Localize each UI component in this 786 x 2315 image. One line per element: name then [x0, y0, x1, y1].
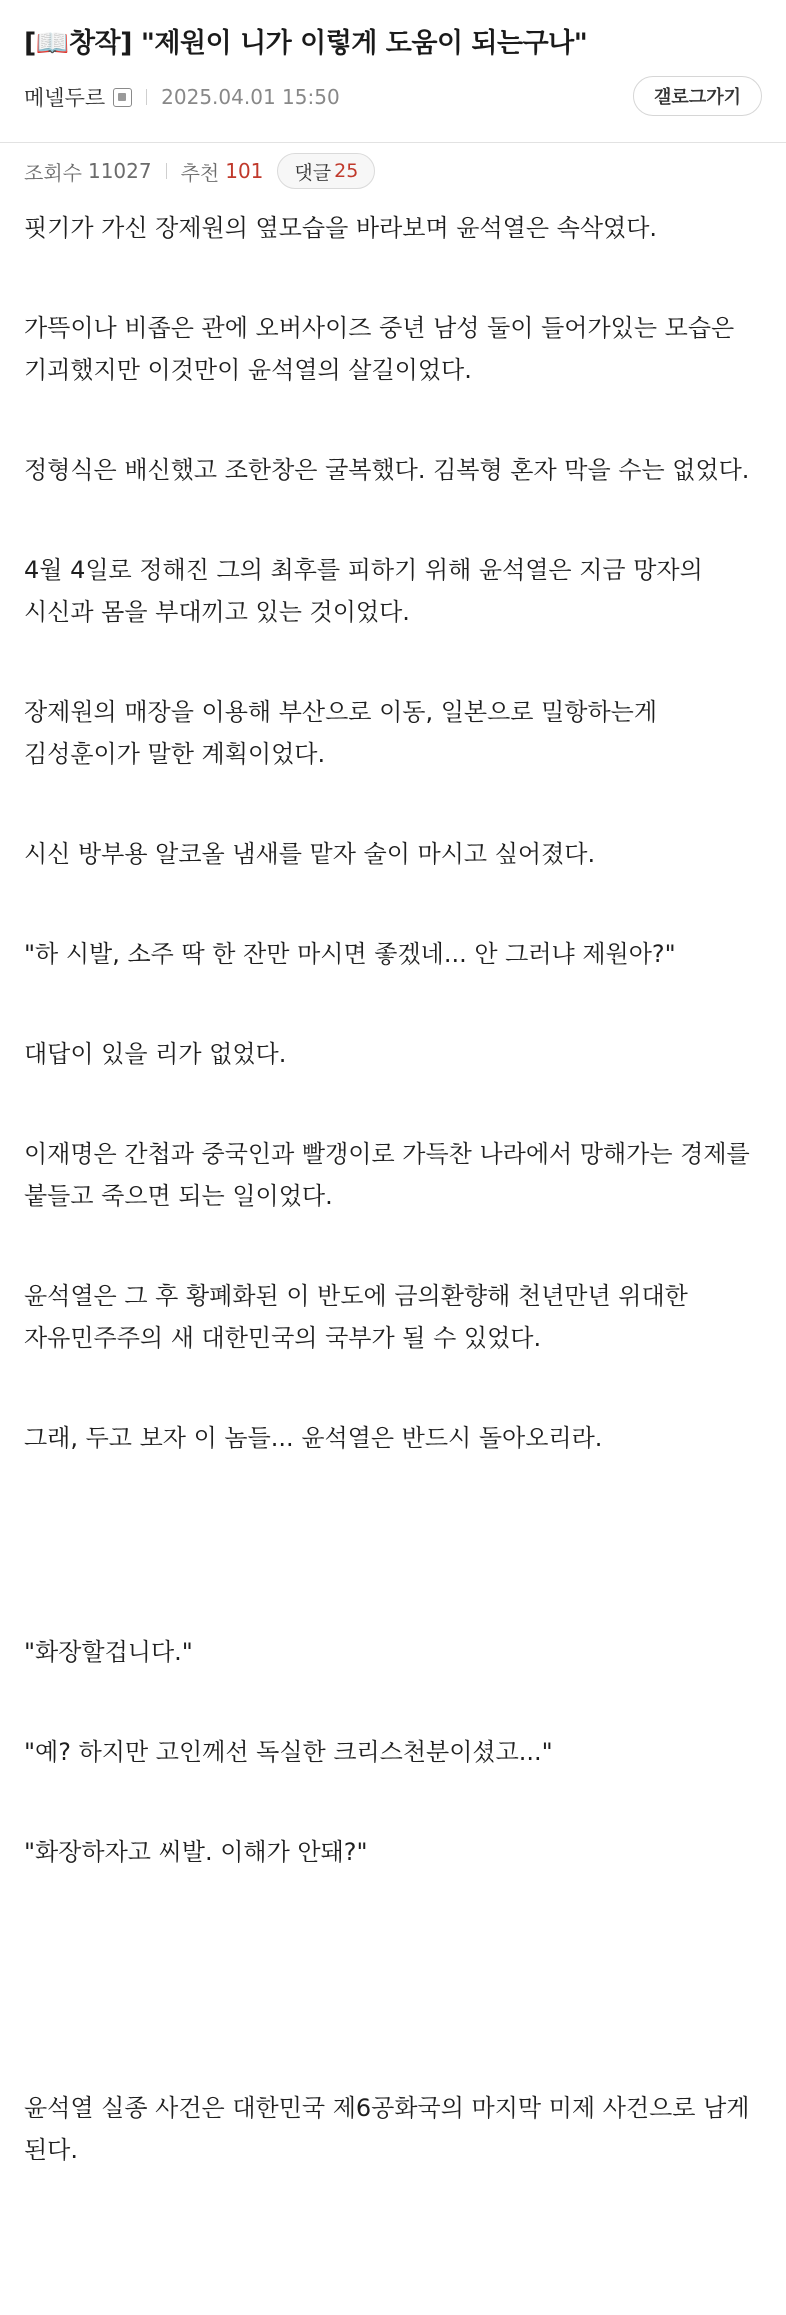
comments-button[interactable] — [277, 153, 375, 189]
likes-label: 추천 — [180, 160, 220, 185]
body-paragraph: 4월 4일로 정해진 그의 최후를 피하기 위해 윤석열은 지금 망자의 시신과 몸을 부대끼고 있는 것이었다. — [24, 556, 703, 626]
body-paragraph: "예? 하지만 고인께선 독실한 크리스천분이셨고..." — [24, 1738, 553, 1766]
comments-label: 댓글 — [294, 161, 332, 184]
body-paragraph: "화장하자고 씨발. 이해가 안돼?" — [24, 1838, 368, 1866]
body-paragraph: 장제원의 매장을 이용해 부산으로 이동, 일본으로 밀항하는게 김성훈이가 말한 계획이었다. — [24, 698, 658, 768]
body-paragraph: 윤석열은 그 후 황폐화된 이 반도에 금의환향해 천년만년 위대한 자유민주주의 새 대한민국의 국부가 될 수 있었다. — [24, 1282, 688, 1352]
body-paragraph: 정형식은 배신했고 조한창은 굴복했다. 김복형 혼자 막을 수는 없었다. — [24, 456, 750, 484]
body-paragraph: "하 시발, 소주 딱 한 잔만 마시면 좋겠네... 안 그러냐 제원아?" — [24, 940, 676, 968]
views-count: 11027 — [87, 159, 152, 183]
likes-count: 101 — [225, 159, 264, 183]
post-meta — [24, 72, 762, 122]
post-body — [0, 199, 786, 2171]
meta-divider — [146, 89, 147, 105]
author-name[interactable]: 메넬두르 — [24, 86, 106, 110]
stats-divider — [166, 163, 167, 179]
body-paragraph: 윤석열 실종 사건은 대한민국 제6공화국의 마지막 미제 사건으로 남게 된다. — [24, 2094, 750, 2164]
body-paragraph: 핏기가 가신 장제원의 옆모습을 바라보며 윤석열은 속삭였다. — [24, 214, 658, 242]
post-date: 2025.04.01 15:50 — [161, 85, 340, 109]
post-stats — [0, 143, 786, 199]
post-title: [📖창작] "제원이 니가 이렇게 도움이 되는구나" — [24, 28, 588, 59]
body-paragraph: "화장할겁니다." — [24, 1638, 193, 1666]
nickname-badge-icon — [113, 88, 132, 107]
comments-count: 25 — [334, 160, 359, 182]
body-paragraph: 그래, 두고 보자 이 놈들... 윤석열은 반드시 돌아오리라. — [24, 1424, 603, 1452]
gallog-button[interactable]: 갤로그가기 — [633, 76, 762, 116]
body-paragraph: 이재명은 간첩과 중국인과 빨갱이로 가득찬 나라에서 망해가는 경제를 붙들고 죽으면 되는 일이었다. — [24, 1140, 750, 1210]
post-header — [0, 0, 786, 122]
body-paragraph: 대답이 있을 리가 없었다. — [24, 1040, 287, 1068]
views-label: 조회수 — [24, 160, 82, 185]
body-paragraph: 가뜩이나 비좁은 관에 오버사이즈 중년 남성 둘이 들어가있는 모습은 기괴했지만 이것만이 윤석열의 살길이었다. — [24, 314, 735, 384]
body-paragraph: 시신 방부용 알코올 냄새를 맡자 술이 마시고 싶어졌다. — [24, 840, 596, 868]
